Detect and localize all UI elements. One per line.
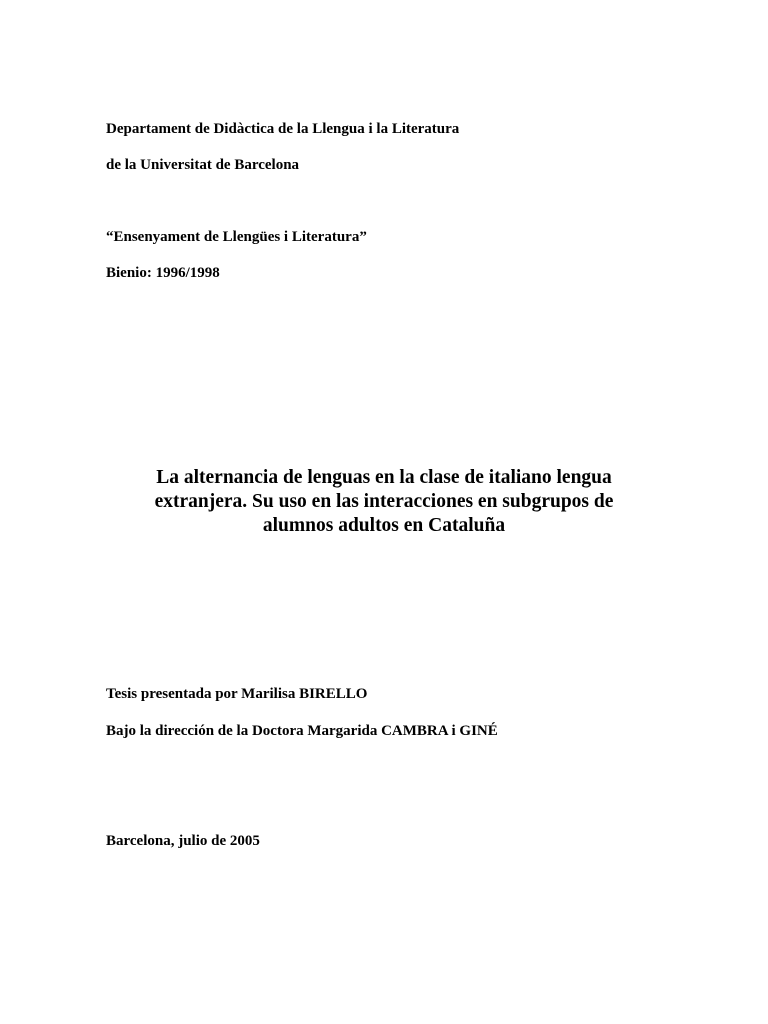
place-date: Barcelona, julio de 2005 [106, 833, 260, 849]
thesis-title-line-3: alumnos adultos en Cataluña [262, 515, 506, 536]
department-line-2: de la Universitat de Barcelona [106, 157, 300, 173]
director-line: Bajo la dirección de la Doctora Margarida CAMBRA i GINÉ [106, 723, 498, 739]
thesis-title-line-2: extranjera. Su uso en las interacciones en subgrupos de [154, 491, 614, 512]
author-line: Tesis presentada por Marilisa BIRELLO [106, 686, 368, 702]
thesis-title-line-1: La alternancia de lenguas en la clase de italiano lengua [156, 467, 612, 488]
thesis-title [106, 466, 662, 538]
department-line-1: Departament de Didàctica de la Llengua i la Literatura [106, 121, 460, 137]
program-name: “Ensenyament de Llengües i Literatura” [106, 229, 367, 245]
bienio: Bienio: 1996/1998 [106, 265, 220, 281]
